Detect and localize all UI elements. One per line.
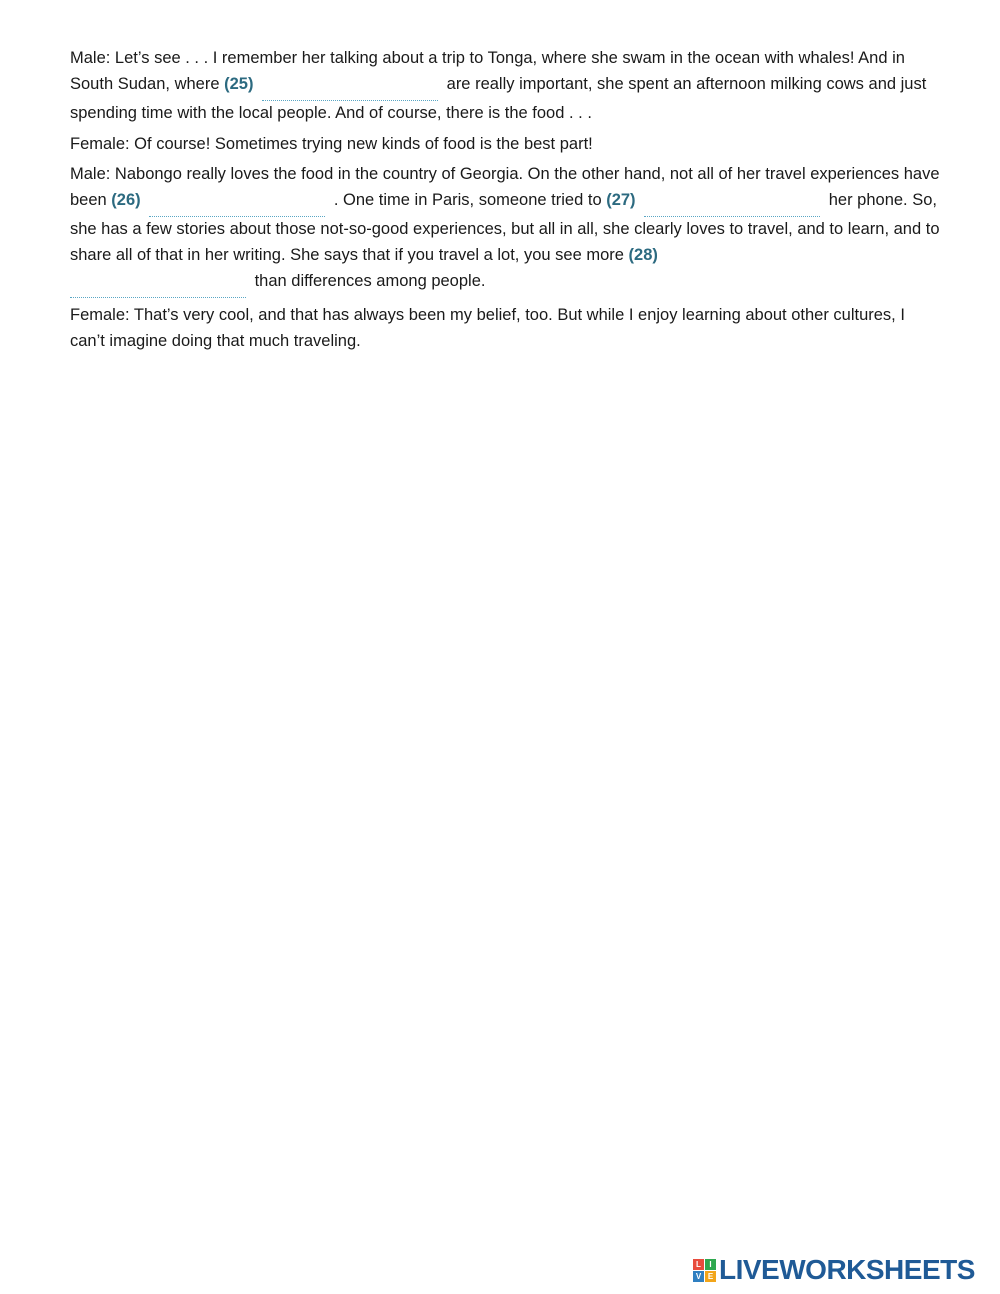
dialogue-text: Male: Nabongo really loves the food in the country of Georgia. On the other hand, not all of her travel experiences have been [70, 165, 940, 209]
question-number: (26) [111, 190, 141, 209]
logo-mark-letter-e: E [705, 1271, 716, 1282]
dialogue-text: her phone. So, she has a few stories about those not-so-good experiences, but all in all, she clearly loves to travel, and to learn, and to share all of that in her writing. She says that if you travel a lot, you see more [70, 190, 940, 264]
dialogue-paragraph-1 [70, 46, 942, 127]
dialogue-paragraph-3 [70, 162, 942, 298]
answer-blank-1[interactable] [262, 80, 438, 101]
dialogue-text: Female: Of course! Sometimes trying new kinds of food is the best part! [70, 134, 593, 153]
dialogue-paragraph-2 [70, 132, 942, 158]
dialogue-text: than differences among people. [254, 271, 486, 290]
live-logo-icon [693, 1259, 716, 1282]
answer-blank-3[interactable] [644, 196, 820, 217]
liveworksheets-logo[interactable] [693, 1256, 975, 1284]
question-number: (27) [606, 190, 636, 209]
logo-mark-letter-i: I [705, 1259, 716, 1270]
logo-mark-letter-v: V [693, 1271, 704, 1282]
dialogue-text: are really important, she spent an afternoon milking cows and just spending time with the local people. And of course, there is the food . . . [70, 74, 927, 123]
answer-blank-4[interactable] [70, 277, 246, 298]
question-number: (28) [628, 245, 658, 264]
dialogue-text: Female: That’s very cool, and that has always been my belief, too. But while I enjoy learning about other cultures, I can’t imagine doing that much traveling. [70, 306, 905, 350]
dialogue-text: Male: Let’s see . . . I remember her talking about a trip to Tonga, where she swam in the ocean with whales! And in South Sudan, where [70, 49, 905, 93]
logo-mark-letter-l: L [693, 1259, 704, 1270]
logo-text: LIVEWORKSHEETS [719, 1254, 975, 1285]
worksheet-content [70, 46, 942, 359]
dialogue-text: . One time in Paris, someone tried to [333, 190, 607, 209]
answer-blank-2[interactable] [149, 196, 325, 217]
dialogue-paragraph-4 [70, 303, 942, 354]
question-number: (25) [224, 74, 254, 93]
